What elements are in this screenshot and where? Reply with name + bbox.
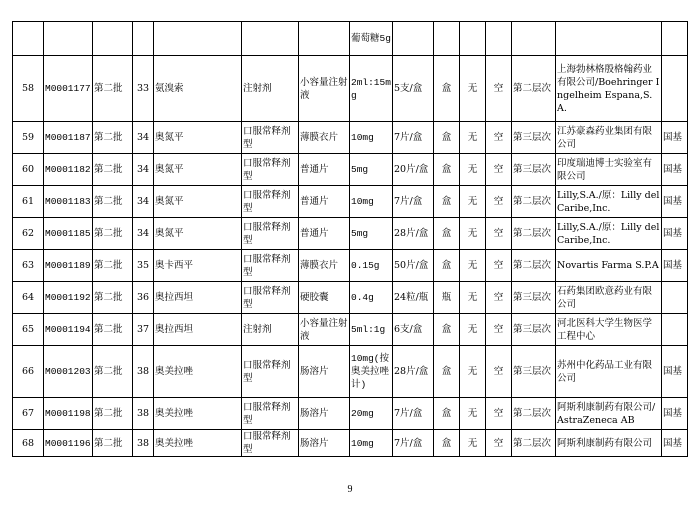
quality-level-cell: 第二层次 (512, 218, 556, 250)
quality-level-cell: 第二层次 (512, 186, 556, 218)
table-row (13, 250, 688, 282)
batch-cell: 第二批 (93, 430, 133, 457)
sub-form-cell: 普通片 (299, 218, 350, 250)
catalog-type-cell: 国基 (662, 346, 688, 398)
group-number-cell (133, 22, 154, 56)
sub-form-cell: 肠溶片 (299, 398, 350, 430)
group-number-cell: 36 (133, 282, 154, 314)
manufacturer-cell: 阿斯利康制药有限公司 (556, 430, 662, 457)
unit-cell: 盒 (434, 186, 460, 218)
batch-cell: 第二批 (93, 346, 133, 398)
batch-cell (93, 22, 133, 56)
row-index-cell: 63 (13, 250, 44, 282)
package-cell (393, 22, 434, 56)
specification-cell: 0.4g (350, 282, 393, 314)
drug-name-cell (154, 22, 242, 56)
quality-level-cell: 第二层次 (512, 430, 556, 457)
package-cell: 7片/盒 (393, 186, 434, 218)
reference-cell: 无 (460, 250, 486, 282)
drug-name-cell: 奥氮平 (154, 122, 242, 154)
unit-cell: 盒 (434, 430, 460, 457)
table-row (13, 314, 688, 346)
package-cell: 20片/盒 (393, 154, 434, 186)
drug-code-cell: M0001198 (44, 398, 93, 430)
batch-cell: 第二批 (93, 122, 133, 154)
manufacturer-cell: 苏州中化药品工业有限公司 (556, 346, 662, 398)
unit-cell: 盒 (434, 154, 460, 186)
drug-code-cell: M0001177 (44, 56, 93, 122)
quality-level-cell: 第二层次 (512, 398, 556, 430)
drug-name-cell: 奥美拉唑 (154, 398, 242, 430)
table-body (13, 22, 688, 457)
manufacturer-cell: 印度瑞迪博士实验室有限公司 (556, 154, 662, 186)
manufacturer-cell: 上海勃林格殷格翰药业有限公司/Boehringer Ingelheim Espana,S.A. (556, 56, 662, 122)
catalog-type-cell: 国基 (662, 398, 688, 430)
table-row (13, 154, 688, 186)
specification-cell: 葡萄糖5g (350, 22, 393, 56)
reference-cell: 无 (460, 122, 486, 154)
reference-cell: 无 (460, 346, 486, 398)
bid-status-cell: 空 (486, 346, 512, 398)
package-cell: 6支/盒 (393, 314, 434, 346)
unit-cell: 瓶 (434, 282, 460, 314)
specification-cell: 5mg (350, 154, 393, 186)
quality-level-cell: 第三层次 (512, 346, 556, 398)
row-index-cell: 66 (13, 346, 44, 398)
bid-status-cell: 空 (486, 314, 512, 346)
manufacturer-cell: Novartis Farma S.P.A (556, 250, 662, 282)
quality-level-cell: 第三层次 (512, 314, 556, 346)
table-row (13, 186, 688, 218)
dosage-form-cell: 口服常释剂型 (242, 122, 299, 154)
manufacturer-cell: 石药集团欧意药业有限公司 (556, 282, 662, 314)
sub-form-cell: 普通片 (299, 186, 350, 218)
reference-cell: 无 (460, 186, 486, 218)
catalog-type-cell (662, 22, 688, 56)
drug-catalog-table (12, 21, 688, 457)
dosage-form-cell: 口服常释剂型 (242, 250, 299, 282)
group-number-cell: 38 (133, 346, 154, 398)
drug-code-cell: M0001189 (44, 250, 93, 282)
package-cell: 7片/盒 (393, 122, 434, 154)
bid-status-cell: 空 (486, 154, 512, 186)
batch-cell: 第二批 (93, 218, 133, 250)
dosage-form-cell: 口服常释剂型 (242, 346, 299, 398)
sub-form-cell: 小容量注射液 (299, 56, 350, 122)
drug-name-cell: 奥氮平 (154, 218, 242, 250)
sub-form-cell: 薄膜衣片 (299, 250, 350, 282)
batch-cell: 第二批 (93, 314, 133, 346)
reference-cell: 无 (460, 154, 486, 186)
reference-cell: 无 (460, 430, 486, 457)
dosage-form-cell: 口服常释剂型 (242, 186, 299, 218)
drug-code-cell: M0001196 (44, 430, 93, 457)
batch-cell: 第二批 (93, 398, 133, 430)
table-row (13, 398, 688, 430)
bid-status-cell: 空 (486, 218, 512, 250)
drug-code-cell: M0001187 (44, 122, 93, 154)
table-row (13, 122, 688, 154)
bid-status-cell: 空 (486, 122, 512, 154)
catalog-type-cell: 国基 (662, 430, 688, 457)
catalog-type-cell (662, 314, 688, 346)
sub-form-cell: 肠溶片 (299, 346, 350, 398)
manufacturer-cell: Lilly,S.A./原：Lilly del Caribe,Inc. (556, 218, 662, 250)
sub-form-cell: 小容量注射液 (299, 314, 350, 346)
table-row (13, 56, 688, 122)
catalog-type-cell: 国基 (662, 122, 688, 154)
package-cell: 7片/盒 (393, 430, 434, 457)
group-number-cell: 34 (133, 122, 154, 154)
manufacturer-cell: 江苏豪森药业集团有限公司 (556, 122, 662, 154)
bid-status-cell: 空 (486, 282, 512, 314)
quality-level-cell: 第三层次 (512, 122, 556, 154)
row-index-cell: 62 (13, 218, 44, 250)
catalog-type-cell: 国基 (662, 186, 688, 218)
quality-level-cell: 第三层次 (512, 282, 556, 314)
row-index-cell: 67 (13, 398, 44, 430)
catalog-type-cell (662, 56, 688, 122)
package-cell: 5支/盒 (393, 56, 434, 122)
package-cell: 28片/盒 (393, 218, 434, 250)
quality-level-cell: 第二层次 (512, 250, 556, 282)
unit-cell: 盒 (434, 56, 460, 122)
row-index-cell: 61 (13, 186, 44, 218)
drug-code-cell: M0001194 (44, 314, 93, 346)
group-number-cell: 35 (133, 250, 154, 282)
table-row (13, 282, 688, 314)
drug-code-cell: M0001203 (44, 346, 93, 398)
dosage-form-cell: 口服常释剂型 (242, 218, 299, 250)
table-row (13, 218, 688, 250)
dosage-form-cell: 注射剂 (242, 314, 299, 346)
batch-cell: 第二批 (93, 186, 133, 218)
drug-name-cell: 奥美拉唑 (154, 430, 242, 457)
group-number-cell: 34 (133, 154, 154, 186)
drug-name-cell: 奥拉西坦 (154, 314, 242, 346)
sub-form-cell: 薄膜衣片 (299, 122, 350, 154)
dosage-form-cell: 口服常释剂型 (242, 282, 299, 314)
drug-code-cell: M0001192 (44, 282, 93, 314)
unit-cell: 盒 (434, 314, 460, 346)
unit-cell: 盒 (434, 250, 460, 282)
bid-status-cell (486, 22, 512, 56)
catalog-type-cell: 国基 (662, 218, 688, 250)
sub-form-cell (299, 22, 350, 56)
unit-cell (434, 22, 460, 56)
specification-cell: 0.15g (350, 250, 393, 282)
reference-cell (460, 22, 486, 56)
reference-cell: 无 (460, 398, 486, 430)
group-number-cell: 34 (133, 218, 154, 250)
catalog-type-cell (662, 282, 688, 314)
package-cell: 50片/盒 (393, 250, 434, 282)
drug-code-cell (44, 22, 93, 56)
package-cell: 28片/盒 (393, 346, 434, 398)
batch-cell: 第二批 (93, 56, 133, 122)
quality-level-cell (512, 22, 556, 56)
row-index-cell: 58 (13, 56, 44, 122)
specification-cell: 10mg(按奥美拉唑计) (350, 346, 393, 398)
specification-cell: 5ml:1g (350, 314, 393, 346)
bid-status-cell: 空 (486, 56, 512, 122)
row-index-cell: 65 (13, 314, 44, 346)
specification-cell: 10mg (350, 430, 393, 457)
dosage-form-cell: 注射剂 (242, 56, 299, 122)
batch-cell: 第二批 (93, 250, 133, 282)
specification-cell: 10mg (350, 122, 393, 154)
sub-form-cell: 硬胶囊 (299, 282, 350, 314)
table-row (13, 22, 688, 56)
specification-cell: 5mg (350, 218, 393, 250)
bid-status-cell: 空 (486, 250, 512, 282)
package-cell: 24粒/瓶 (393, 282, 434, 314)
drug-name-cell: 奥氮平 (154, 186, 242, 218)
catalog-type-cell: 国基 (662, 250, 688, 282)
group-number-cell: 33 (133, 56, 154, 122)
batch-cell: 第二批 (93, 282, 133, 314)
drug-name-cell: 奥氮平 (154, 154, 242, 186)
reference-cell: 无 (460, 56, 486, 122)
unit-cell: 盒 (434, 346, 460, 398)
manufacturer-cell (556, 22, 662, 56)
table-row (13, 430, 688, 457)
reference-cell: 无 (460, 218, 486, 250)
dosage-form-cell: 口服常释剂型 (242, 430, 299, 457)
row-index-cell: 60 (13, 154, 44, 186)
drug-name-cell: 奥卡西平 (154, 250, 242, 282)
specification-cell: 10mg (350, 186, 393, 218)
drug-name-cell: 奥美拉唑 (154, 346, 242, 398)
dosage-form-cell (242, 22, 299, 56)
page-number: 9 (347, 484, 353, 495)
group-number-cell: 34 (133, 186, 154, 218)
batch-cell: 第二批 (93, 154, 133, 186)
drug-code-cell: M0001185 (44, 218, 93, 250)
table-row (13, 346, 688, 398)
dosage-form-cell: 口服常释剂型 (242, 154, 299, 186)
unit-cell: 盒 (434, 122, 460, 154)
package-cell: 7片/盒 (393, 398, 434, 430)
drug-code-cell: M0001182 (44, 154, 93, 186)
bid-status-cell: 空 (486, 398, 512, 430)
bid-status-cell: 空 (486, 430, 512, 457)
manufacturer-cell: 阿斯利康制药有限公司/AstraZeneca AB (556, 398, 662, 430)
specification-cell: 20mg (350, 398, 393, 430)
quality-level-cell: 第三层次 (512, 154, 556, 186)
quality-level-cell: 第二层次 (512, 56, 556, 122)
drug-code-cell: M0001183 (44, 186, 93, 218)
reference-cell: 无 (460, 314, 486, 346)
sub-form-cell: 肠溶片 (299, 430, 350, 457)
row-index-cell: 59 (13, 122, 44, 154)
bid-status-cell: 空 (486, 186, 512, 218)
dosage-form-cell: 口服常释剂型 (242, 398, 299, 430)
group-number-cell: 37 (133, 314, 154, 346)
unit-cell: 盒 (434, 218, 460, 250)
row-index-cell (13, 22, 44, 56)
drug-name-cell: 氨溴索 (154, 56, 242, 122)
group-number-cell: 38 (133, 398, 154, 430)
row-index-cell: 64 (13, 282, 44, 314)
group-number-cell: 38 (133, 430, 154, 457)
sub-form-cell: 普通片 (299, 154, 350, 186)
unit-cell: 盒 (434, 398, 460, 430)
specification-cell: 2ml:15mg (350, 56, 393, 122)
row-index-cell: 68 (13, 430, 44, 457)
manufacturer-cell: Lilly,S.A./原：Lilly del Caribe,Inc. (556, 186, 662, 218)
reference-cell: 无 (460, 282, 486, 314)
drug-name-cell: 奥拉西坦 (154, 282, 242, 314)
manufacturer-cell: 河北医科大学生物医学工程中心 (556, 314, 662, 346)
catalog-type-cell: 国基 (662, 154, 688, 186)
